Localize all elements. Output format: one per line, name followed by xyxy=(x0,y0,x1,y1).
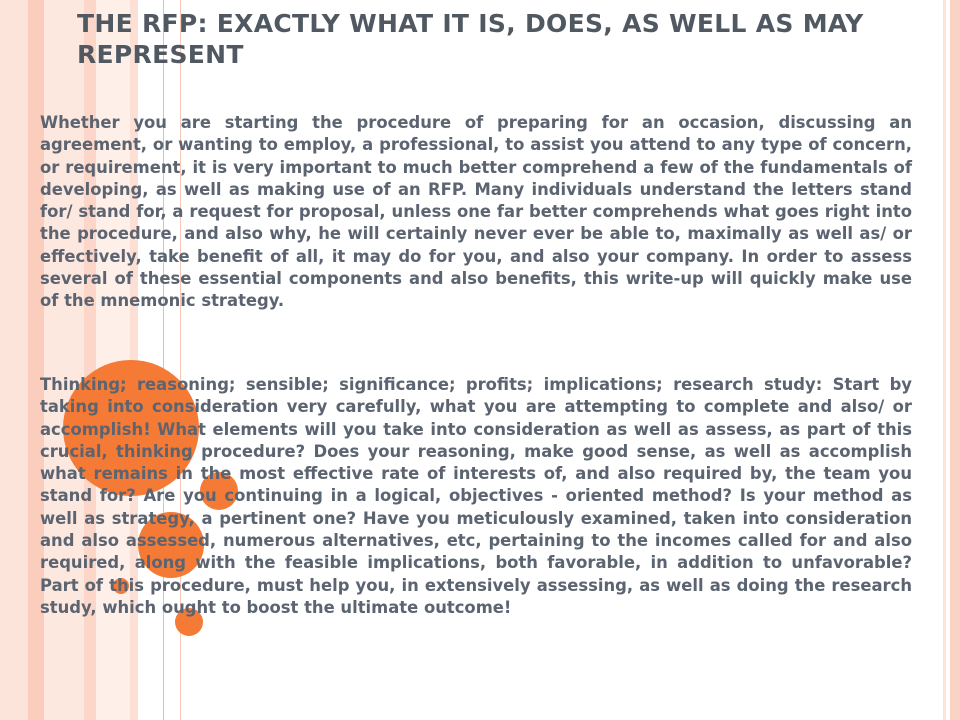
body-paragraph-1: Whether you are starting the procedure of preparing for an occasion, discussing an agreement, or wanting to employ, a professional, to assist you attend to any type of concern, or requirement, it is very important to much better comprehend a few of the fundamentals of developing, as well as making use of an RFP. Many individuals understand the letters stand for/ stand for, a request for proposal, unless one far better comprehends what goes right into the procedure, and also why, he will certainly never ever be able to, maximally as well as/ or effectively, take benefit of all, it may do for you, and also your company. In order to assess several of these essential components and also benefits, this write-up will quickly make use of the mnemonic strategy. xyxy=(40,113,912,311)
slide-title: THE RFP: EXACTLY WHAT IT IS, DOES, AS WELL AS MAY REPRESENT xyxy=(77,9,864,69)
decorative-stripe xyxy=(0,0,28,720)
decorative-stripe-right xyxy=(950,0,960,720)
body-paragraph-2: Thinking; reasoning; sensible; significance; profits; implications; research study: Start by taking into consideration very carefully, what you are attempting to complete and also/ or accomplish! What elements will you take into consideration as well as assess, as part of this crucial, thinking procedure? Does your reasoning, make good sense, as well as accomplish what remains in the most effective rate of interests of, and also required by, the team you stand for? Are you continuing in a logical, objectives - oriented method? Is your method as well as strategy, a pertinent one? Have you meticulously examined, taken into consideration and also assessed, numerous alternatives, etc, pertaining to the incomes called for and also required, along with the feasible implications, both favorable, in addition to unfavorable? Part of this procedure, must help you, in extensively assessing, as well as doing the research study, which ought to boost the ultimate outcome! xyxy=(40,375,912,617)
decorative-stripe-right xyxy=(943,0,946,720)
